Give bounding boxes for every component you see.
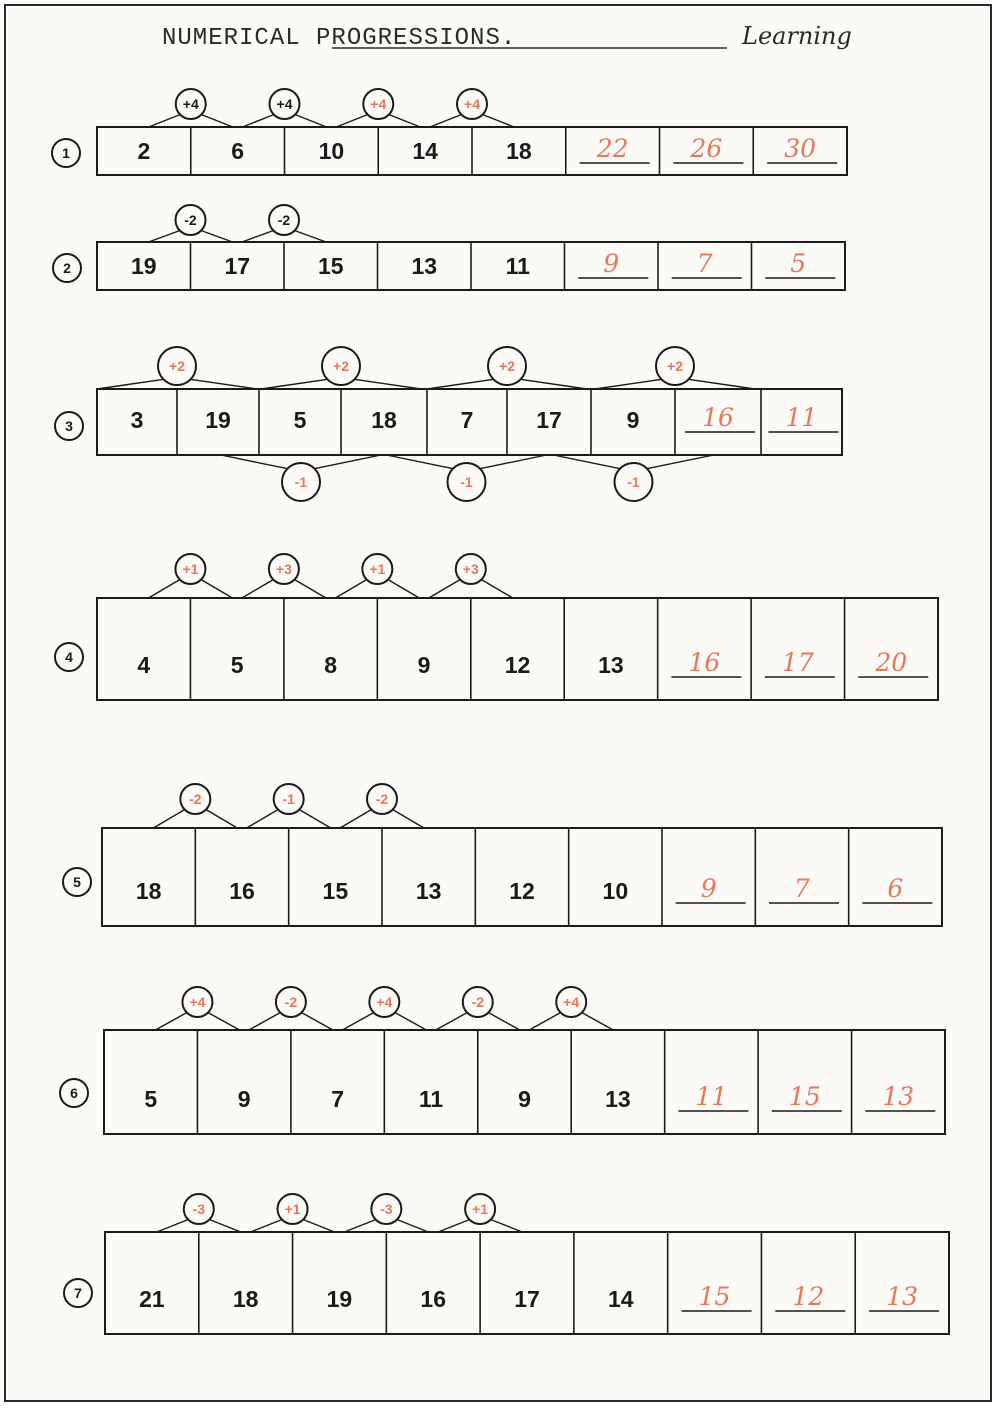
sequence-value: 12 <box>509 878 535 904</box>
operator-connector <box>389 115 421 128</box>
operator-connector <box>344 1220 376 1233</box>
answer-value: 20 <box>875 648 908 677</box>
operator-connector <box>295 231 327 243</box>
sequence-value: 21 <box>139 1286 165 1312</box>
operator-label: +1 <box>182 561 199 577</box>
sequence-value: 16 <box>229 878 255 904</box>
operator-connector <box>430 115 462 128</box>
operator-connector <box>303 1220 335 1233</box>
answer-value: 7 <box>794 874 810 903</box>
answer-value: 16 <box>688 648 721 677</box>
row-number: 4 <box>65 649 73 665</box>
answer-value: 12 <box>792 1282 825 1311</box>
operator-connector <box>157 1220 189 1233</box>
operator-label: +4 <box>182 96 199 112</box>
operator-connector <box>397 1220 429 1233</box>
operator-connector <box>340 810 372 829</box>
answer-value: 22 <box>596 134 629 163</box>
answer-value: 9 <box>700 874 717 903</box>
sequence-value: 7 <box>331 1086 345 1112</box>
operator-connector <box>354 379 421 389</box>
operator-label: +2 <box>169 358 185 374</box>
operator-connector <box>647 455 714 469</box>
sequence-value: 10 <box>602 878 629 904</box>
operator-connector <box>342 1013 374 1031</box>
operator-connector <box>299 810 331 829</box>
operator-connector <box>242 231 274 243</box>
sequence-value: 12 <box>504 652 531 678</box>
progression-row <box>55 554 938 700</box>
row-number: 5 <box>73 874 81 890</box>
operator-label: +1 <box>369 561 386 577</box>
operator-label: +2 <box>333 358 349 374</box>
row-number: 1 <box>62 145 70 161</box>
worksheet-subtitle: Learning <box>742 22 852 50</box>
operator-connector <box>295 115 327 128</box>
operator-label: +2 <box>667 358 683 374</box>
sequence-value: 18 <box>371 407 397 433</box>
operator-connector <box>201 115 233 128</box>
sequence-value: 17 <box>536 407 562 433</box>
operator-label: -2 <box>375 791 389 807</box>
progression-row <box>53 205 845 290</box>
answer-value: 17 <box>781 648 814 677</box>
sequence-value: 5 <box>144 1086 158 1112</box>
sequence-value: 16 <box>420 1286 447 1312</box>
operator-connector <box>314 455 381 469</box>
worksheet-page <box>4 4 992 1402</box>
answer-value: 13 <box>886 1282 919 1311</box>
operator-label: -1 <box>460 474 473 490</box>
operator-connector <box>149 231 181 243</box>
sequence-value: 17 <box>514 1286 540 1312</box>
sequence-value: 15 <box>317 253 344 279</box>
answer-value: 7 <box>696 249 713 278</box>
operator-label: -2 <box>189 791 202 807</box>
row-number: 3 <box>65 418 73 434</box>
answer-value: 16 <box>702 403 734 432</box>
sequence-value: 18 <box>506 138 532 164</box>
progression-row <box>60 987 945 1134</box>
operator-connector <box>242 580 274 599</box>
operator-connector <box>155 1013 187 1031</box>
operator-connector <box>387 455 454 469</box>
operator-connector <box>336 115 368 128</box>
operator-connector <box>153 810 185 829</box>
operator-label: +4 <box>464 96 480 112</box>
answer-value: 11 <box>695 1082 728 1111</box>
operator-connector <box>388 580 420 599</box>
sequence-value: 7 <box>460 407 474 433</box>
sequence-value: 2 <box>137 138 151 164</box>
answer-value: 13 <box>882 1082 915 1111</box>
progression-row <box>63 784 942 926</box>
answer-value: 11 <box>785 403 818 432</box>
operator-connector <box>582 1013 614 1031</box>
sequence-value: 9 <box>626 407 640 433</box>
operator-label: -2 <box>277 212 291 228</box>
sequence-value: 6 <box>231 138 245 164</box>
sequence-value: 13 <box>605 1086 631 1112</box>
operator-connector <box>481 580 513 599</box>
answer-value: 5 <box>790 249 807 278</box>
row-number: 2 <box>63 260 71 276</box>
sequence-value: 13 <box>415 878 442 904</box>
operator-connector <box>247 810 278 829</box>
operator-connector <box>427 379 494 389</box>
operator-connector <box>491 1220 522 1233</box>
sequence-value: 18 <box>232 1286 259 1312</box>
operator-label: +2 <box>499 358 515 374</box>
sequence-value: 9 <box>237 1086 251 1112</box>
operator-label: -3 <box>192 1201 206 1217</box>
progression-row <box>52 89 847 175</box>
sequence-value: 13 <box>411 253 438 279</box>
worksheet-canvas <box>6 6 990 1400</box>
sequence-value: 8 <box>324 652 338 678</box>
operator-connector <box>190 379 257 389</box>
row-number: 6 <box>70 1085 78 1101</box>
operator-connector <box>520 379 587 389</box>
operator-connector <box>221 455 288 469</box>
progression-box <box>102 828 942 926</box>
progression-row <box>55 347 842 501</box>
operator-connector <box>688 379 755 389</box>
operator-connector <box>483 115 515 128</box>
operator-connector <box>148 580 180 599</box>
operator-connector <box>249 1013 281 1031</box>
operator-connector <box>429 580 461 599</box>
answer-value: 6 <box>887 874 904 903</box>
operator-connector <box>438 1220 470 1233</box>
operator-label: +3 <box>462 561 479 577</box>
operator-label: +4 <box>563 994 580 1010</box>
sequence-value: 5 <box>230 652 244 678</box>
operator-label: +1 <box>284 1201 301 1217</box>
sequence-value: 17 <box>224 253 251 279</box>
operator-connector <box>395 1013 427 1031</box>
sequence-value: 15 <box>322 878 349 904</box>
operator-connector <box>243 115 275 128</box>
operator-connector <box>554 455 621 469</box>
operator-label: -2 <box>184 212 197 228</box>
answer-value: 30 <box>784 134 817 163</box>
sequence-value: 5 <box>293 407 307 433</box>
operator-label: +1 <box>472 1201 489 1217</box>
sequence-value: 9 <box>417 652 431 678</box>
sequence-value: 4 <box>137 652 151 678</box>
operator-connector <box>251 1220 282 1233</box>
operator-connector <box>97 379 164 389</box>
operator-label: -2 <box>284 994 298 1010</box>
sequence-value: 11 <box>418 1086 444 1112</box>
operator-connector <box>149 115 181 128</box>
operator-label: -2 <box>471 994 485 1010</box>
operator-connector <box>209 1220 241 1233</box>
operator-connector <box>436 1013 468 1031</box>
operator-connector <box>529 1013 561 1031</box>
operator-connector <box>393 810 425 829</box>
sequence-value: 18 <box>135 878 162 904</box>
sequence-value: 13 <box>598 652 624 678</box>
operator-label: +4 <box>189 994 206 1010</box>
sequence-value: 10 <box>318 138 345 164</box>
sequence-value: 19 <box>130 253 157 279</box>
worksheet-title: NUMERICAL PROGRESSIONS. <box>162 25 517 52</box>
operator-label: -1 <box>294 474 308 490</box>
operator-label: +4 <box>276 96 293 112</box>
operator-connector <box>261 379 328 389</box>
answer-value: 26 <box>690 134 723 163</box>
operator-label: +3 <box>275 561 292 577</box>
progression-row <box>64 1194 949 1334</box>
operator-label: -3 <box>380 1201 393 1217</box>
rows-layer <box>52 89 949 1334</box>
operator-connector <box>301 1013 333 1031</box>
answer-value: 15 <box>788 1082 821 1111</box>
operator-connector <box>201 231 233 243</box>
operator-label: -1 <box>627 474 640 490</box>
operator-connector <box>206 810 238 829</box>
operator-connector <box>595 379 662 389</box>
operator-connector <box>488 1013 520 1031</box>
operator-label: -1 <box>282 791 295 807</box>
operator-connector <box>335 580 367 599</box>
sequence-value: 11 <box>505 253 530 279</box>
operator-connector <box>294 580 326 599</box>
answer-value: 15 <box>698 1282 731 1311</box>
operator-connector <box>480 455 547 469</box>
operator-connector <box>208 1013 240 1031</box>
sequence-value: 19 <box>326 1286 353 1312</box>
answer-value: 9 <box>603 249 620 278</box>
sequence-value: 19 <box>205 407 231 433</box>
sequence-value: 3 <box>130 407 144 433</box>
operator-label: +4 <box>370 96 387 112</box>
operator-label: +4 <box>376 994 393 1010</box>
operator-connector <box>201 580 233 599</box>
sequence-value: 14 <box>412 138 438 164</box>
sequence-value: 9 <box>518 1086 531 1112</box>
sequence-value: 14 <box>607 1286 634 1312</box>
row-number: 7 <box>74 1285 82 1301</box>
